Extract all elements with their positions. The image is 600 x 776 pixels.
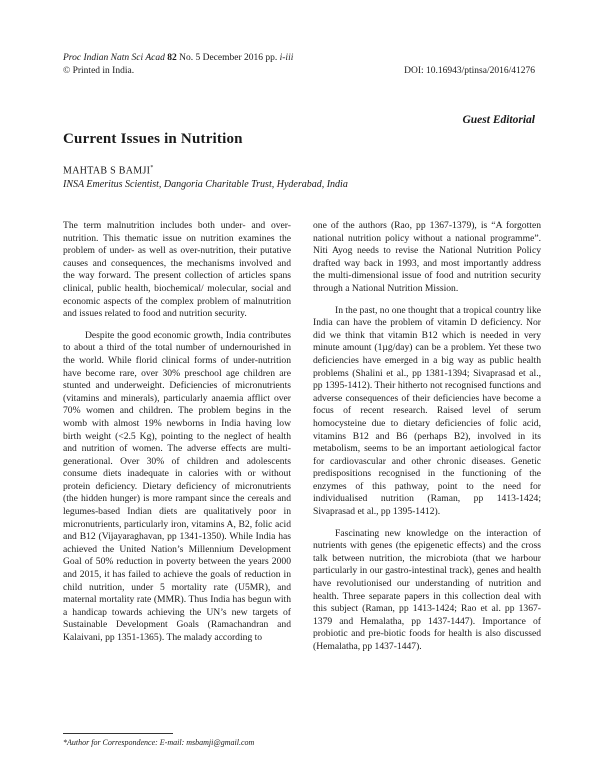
author-mark: * [150, 165, 154, 171]
article-title: Current Issues in Nutrition [63, 131, 243, 147]
paragraph: Fascinating new knowledge on the interaction of nutrients with genes (the epigenetic effects) and the cross talk between nutrition, the microbiota (that we harbour particularly in our gastro-intestinal track), genes and health have revolutionised our understanding of nutrition and health. Three separate papers in this collection deal with this subject (Raman, pp 1413-1424; Rao et al. pp 1367-1379 and Hemalatha, pp 1437-1447). Importance of probiotic and pre-biotic foods for health is also discussed (Hemalatha, pp 1437-1447). [313, 527, 541, 652]
paragraph: Despite the good economic growth, India contributes to about a third of the total number of undernourished in the world. While florid clinical forms of under-nutrition have become rare, over 30% preschool age children are stunted and underweight. Deficiencies of micronutrients (vitamins and minerals), particularly anaemia afflict over 70% women and children. The problem begins in the womb with almost 19% newborns in India having low birth weight (<2.5 Kg), pointing to the neglect of health and nutrition of women. The adverse effects are multi-generational. Over 30% of children and adolescents consume diets inadequate in calories with or without protein deficiency. Dietary deficiency of micronutrients (the hidden hunger) is more rampant since the cereals and legumes-based Indian diets are qualitatively poor in micronutrients, particularly iron, vitamins A, B2, folic acid and B12 (Vijayaraghavan, pp 1341-1350). While India has achieved the United Nation’s Millennium Development Goal of 50% reduction in poverty between the years 2000 and 2015, it has failed to achieve the goals of reduction in child nutrition, under 5 mortality rate (U5MR), and maternal mortality rate (MMR). Thus India has begun with a handicap towards achieving the UN’s new targets of Sustainable Development Goals (Ramachandran and Kalaivani, pp 1351-1365). The malady according to [63, 329, 291, 643]
left-column [63, 220, 291, 654]
doi[interactable]: DOI: 10.16943/ptinsa/2016/41276 [404, 66, 535, 76]
footnote-rule [63, 733, 173, 734]
author [63, 165, 154, 176]
journal-header [63, 52, 293, 78]
author-name: MAHTAB S BAMJI [63, 165, 151, 177]
printed-in-india: © Printed in India. [63, 66, 135, 76]
paragraph: In the past, no one thought that a tropical country like India can have the problem of vitamin D deficiency. Nor did we think that vitamin B12 which is needed in very minute amount (1µg/day) can be a problem. Yet these two deficiencies have emerged in a big way as public health problems (Shalini et al., pp 1381-1394; Sivaprasad et al., pp 1395-1412). Their hitherto not recognised functions and adverse consequences of their deficiencies have become a focus of recent research. Raised level of serum homocysteine due to dietary deficiencies of folic acid, vitamins B12 and B6 (perhaps B2), involved in its metabolism, seems to be an important aetiological factor for cardiovascular and other chronic diseases. Genetic predispositions recognised in the functioning of the enzymes of this pathway, point to the need for individualised nutrition (Raman, pp 1413-1424; Sivaprasad et al., pp 1395-1412). [313, 304, 541, 518]
footnote: *Author for Correspondence: E-mail: msbamji@gmail.com [63, 738, 255, 747]
section-label: Guest Editorial [462, 114, 535, 126]
affiliation: INSA Emeritus Scientist, Dangoria Charitable Trust, Hyderabad, India [63, 179, 348, 190]
journal-citation: Proc Indian Natn Sci Acad 82 No. 5 December 2016 pp. i-iii [63, 53, 294, 63]
paragraph: The term malnutrition includes both under- and over-nutrition. This thematic issue on nutrition examines the problem of under- as well as over-nutrition, their putative causes and consequences, the mechanisms involved and the way forward. The present collection of articles spans clinical, public health, biochemical/ molecular, social and economic aspects of the complex problem of malnutrition and issues related to food and nutrition security. [63, 220, 291, 320]
paragraph: one of the authors (Rao, pp 1367-1379), is “A forgotten national nutrition policy without a national programme”. Niti Ayog needs to revise the National Nutrition Policy drafted way back in 1993, and most importantly address the multi-dimensional issue of food and nutrition security through a National Nutrition Mission. [313, 220, 541, 294]
right-column [313, 220, 541, 663]
